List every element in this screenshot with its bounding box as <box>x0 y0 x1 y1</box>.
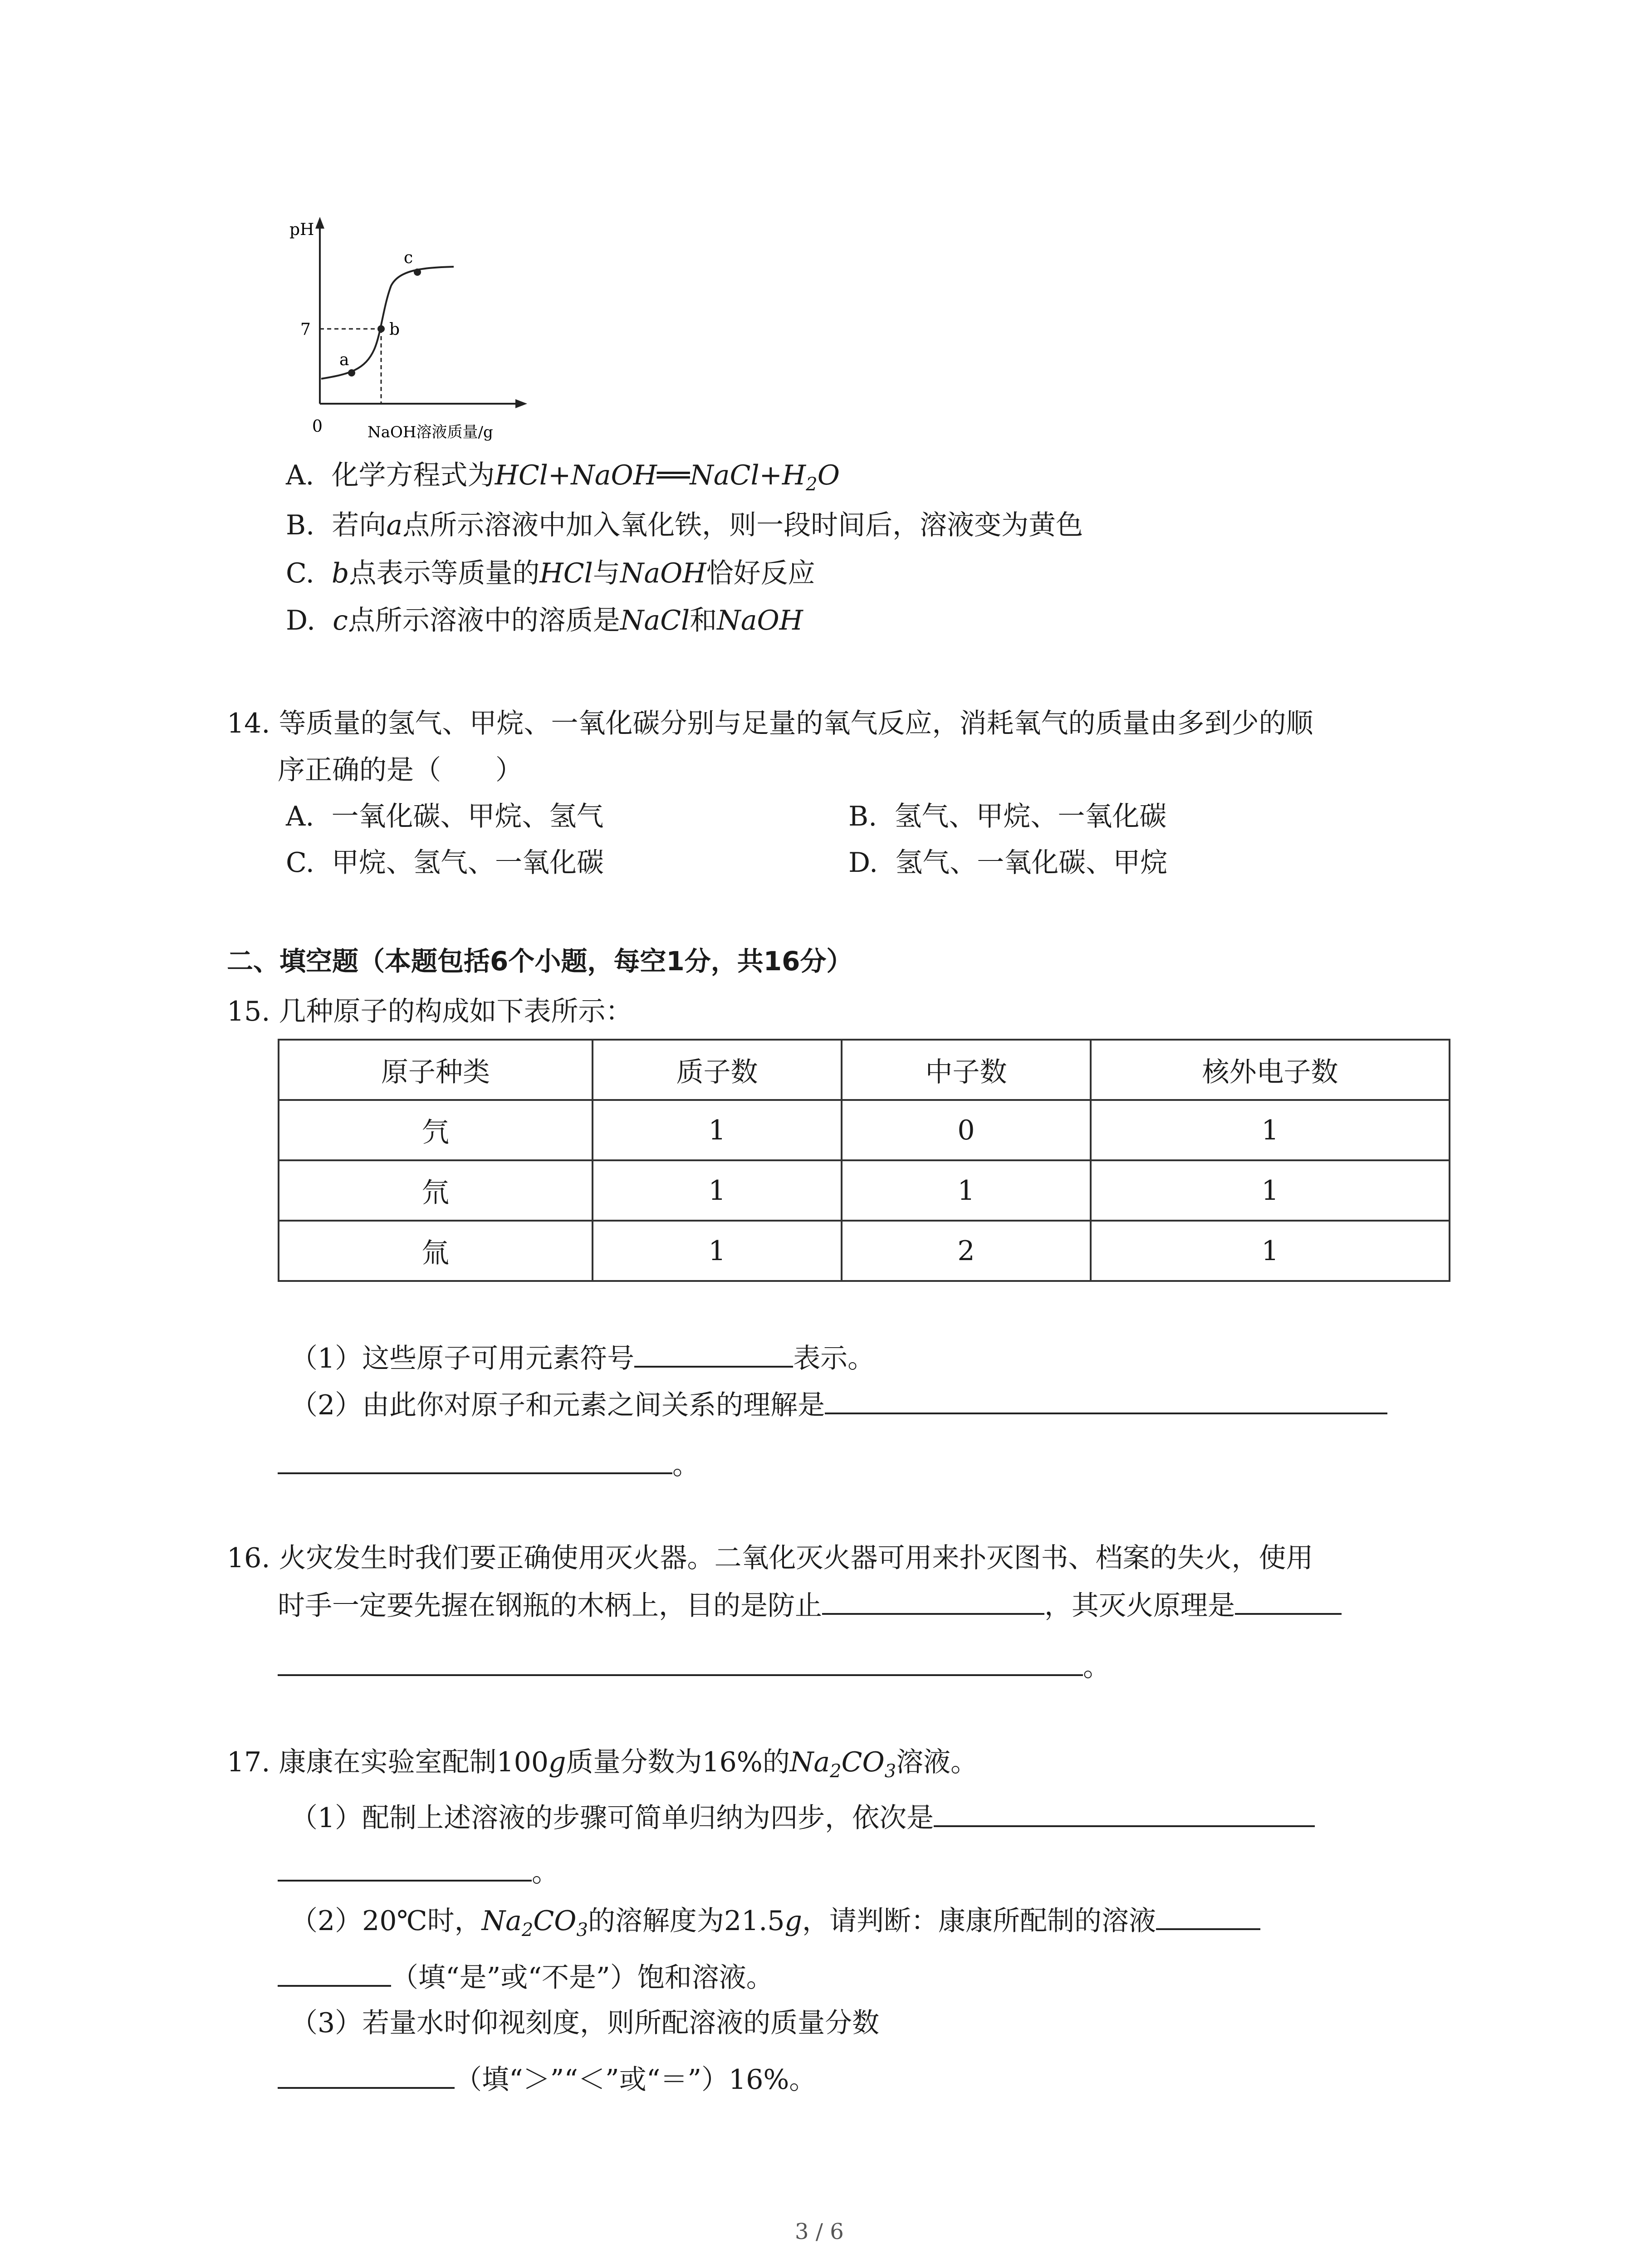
answer-blank[interactable] <box>278 2087 455 2089</box>
answer-blank[interactable] <box>825 1413 1387 1414</box>
cell: 氚 <box>279 1221 593 1281</box>
q16-line1: 16. 火灾发生时我们要正确使用灭火器。二氧化灭火器可用来扑灭图书、档案的失火，使用 <box>227 1542 1313 1574</box>
q17-sub3: （3）若量水时仰视刻度，则所配溶液的质量分数 <box>290 2007 880 2039</box>
answer-blank[interactable] <box>278 1472 672 1474</box>
point-a-label: a <box>339 351 349 369</box>
q13-option-a: A. 化学方程式为$HCl+NaOH══NaCl+H_2O$ <box>286 459 840 495</box>
q14-line1: 14. 等质量的氢气、甲烷、一氧化碳分别与足量的氧气反应，消耗氧气的质量由多到少的顺 <box>227 708 1313 739</box>
answer-blank[interactable] <box>822 1613 1044 1615</box>
q13-option-d: D. c点所示溶液中的溶质是NaCl和NaOH <box>286 605 803 636</box>
q17-sub2: （2）20℃时，$Na_2CO_3$的溶解度为21.5g，请判断：康康所配制的溶液 <box>290 1907 1260 1939</box>
ph-titration-graph <box>272 213 535 454</box>
q17-sub2-cont: （填“是”或“不是”）饱和溶液。 <box>278 1964 774 1991</box>
q14-option-d: D. 氢气、一氧化碳、甲烷 <box>848 847 1168 879</box>
table-header-row <box>279 1040 1450 1100</box>
cell: 氘 <box>279 1160 593 1221</box>
cell: 1 <box>1091 1221 1450 1281</box>
header-atom-type: 原子种类 <box>279 1040 593 1100</box>
answer-blank[interactable] <box>278 1880 532 1882</box>
q15-sub2-cont: 。 <box>278 1452 700 1479</box>
q13-option-b: B. 若向a点所示溶液中加入氧化铁，则一段时间后，溶液变为黄色 <box>286 509 1083 541</box>
cell: 1 <box>1091 1160 1450 1221</box>
q17-sub1: （1）配制上述溶液的步骤可简单归纳为四步，依次是 <box>290 1804 1315 1832</box>
answer-blank[interactable] <box>634 1366 793 1368</box>
q14-option-a: A. 一氧化碳、甲烷、氢气 <box>286 801 604 832</box>
answer-blank[interactable] <box>934 1825 1315 1827</box>
q14-line2: 序正确的是（ ） <box>278 754 523 786</box>
point-b <box>377 325 385 332</box>
point-c-label: c <box>404 249 413 267</box>
answer-blank[interactable] <box>278 1674 1083 1676</box>
header-protons: 质子数 <box>593 1040 842 1100</box>
q17-sub3-cont: （填“＞”“＜”或“＝”）16%。 <box>278 2066 816 2093</box>
q13-option-c: C. b点表示等质量的HCl与NaOH恰好反应 <box>286 557 815 589</box>
point-b-label: b <box>389 320 400 339</box>
cell: 1 <box>593 1100 842 1160</box>
cell: 1 <box>593 1160 842 1221</box>
cell: 1 <box>593 1221 842 1281</box>
section-2-title: 二、填空题（本题包括6个小题，每空1分，共16分） <box>227 946 853 977</box>
cell: 氕 <box>279 1100 593 1160</box>
page-number: 3 / 6 <box>795 2219 844 2244</box>
cell: 1 <box>1091 1100 1450 1160</box>
q17-sub1-cont: 。 <box>278 1859 559 1886</box>
y-tick-7: 7 <box>300 320 311 339</box>
origin-label: 0 <box>312 417 323 436</box>
table-row <box>279 1100 1450 1160</box>
header-neutrons: 中子数 <box>842 1040 1091 1100</box>
y-axis-label: pH <box>289 220 314 239</box>
point-a <box>348 369 355 376</box>
q15-sub2: （2）由此你对原子和元素之间关系的理解是 <box>290 1392 1387 1419</box>
q17-intro: 17. 康康在实验室配制100g质量分数为16%的$Na_2CO_3$溶液。 <box>227 1746 978 1782</box>
atom-table <box>278 1039 1450 1282</box>
q16-line2: 时手一定要先握在钢瓶的木柄上，目的是防止 ，其灭火原理是 <box>278 1592 1342 1619</box>
q14-option-b: B. 氢气、甲烷、一氧化碳 <box>848 801 1167 832</box>
answer-blank[interactable] <box>278 1985 391 1987</box>
q15-intro: 15. 几种原子的构成如下表所示： <box>227 996 633 1027</box>
header-electrons: 核外电子数 <box>1091 1040 1450 1100</box>
point-c <box>414 269 421 276</box>
q16-line3: 。 <box>278 1653 1110 1681</box>
q15-sub1: （1）这些原子可用元素符号 表示。 <box>290 1343 875 1374</box>
cell: 1 <box>842 1160 1091 1221</box>
table-row <box>279 1221 1450 1281</box>
answer-blank[interactable] <box>1156 1928 1260 1930</box>
cell: 2 <box>842 1221 1091 1281</box>
cell: 0 <box>842 1100 1091 1160</box>
q14-option-c: C. 甲烷、氢气、一氧化碳 <box>286 847 604 879</box>
table-row <box>279 1160 1450 1221</box>
x-axis-label: NaOH溶液质量/g <box>367 423 493 441</box>
answer-blank[interactable] <box>1235 1613 1342 1615</box>
